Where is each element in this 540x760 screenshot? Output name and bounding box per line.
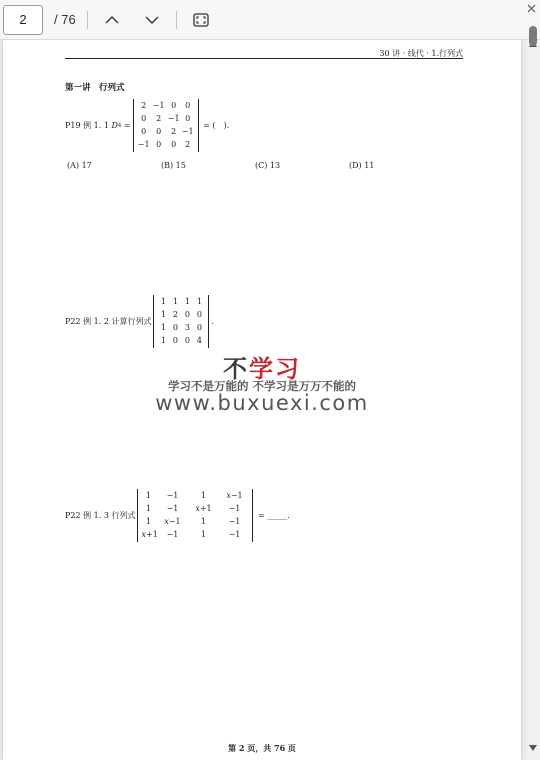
matrix-cell: 0 [184,310,191,319]
running-head: 30 讲 · 线代 · 1.行列式 [379,49,463,58]
header-rule [65,58,463,59]
matrix-cell: 4 [196,336,203,345]
watermark-slogan: 学习不是万能的 不学习是万万不能的 [167,379,356,393]
matrix-cell: 1 [160,310,167,319]
watermark-url: www.buxuexi.com [155,391,369,415]
problem-tail: . [211,317,215,326]
page-total-label: / 76 [54,12,76,27]
matrix-cell: −1 [167,114,180,123]
matrix-cell: −1 [228,504,241,513]
matrix-cell: 0 [172,336,179,345]
matrix-cell: 1 [160,323,167,332]
matrix-cell: 0 [171,140,177,149]
matrix-cell: 0 [156,127,162,136]
watermark-logo: 不学习 [223,355,301,383]
choice-a: (A) 17 [67,161,92,170]
choice-c: (C) 13 [255,161,281,170]
matrix-cell: 0 [185,101,191,110]
matrix-cell: −1 [166,530,179,539]
matrix-cell: −1 [166,504,179,513]
matrix-cell: x+1 [141,530,158,539]
choice-d: (D) 11 [349,161,375,170]
problem-tail: = _____. [255,511,290,520]
choice-b: (B) 15 [161,161,186,170]
matrix-cell: 1 [200,517,207,526]
matrix-cell: −1 [228,517,241,526]
matrix-cell: x+1 [195,504,212,513]
matrix-cell: 2 [171,127,177,136]
matrix-cell: 1 [184,297,191,306]
matrix-cell: 0 [172,323,179,332]
matrix-cell: 1 [145,517,152,526]
matrix-cell: −1 [137,140,150,149]
scroll-down-button[interactable] [529,744,537,752]
matrix-cell: 1 [200,530,207,539]
fit-to-page-icon [193,13,209,27]
matrix-cell: 1 [160,336,167,345]
matrix-cell: 0 [185,114,191,123]
document-viewer[interactable] [0,40,526,760]
pdf-page [3,40,521,760]
toolbar-divider [87,11,88,29]
matrix-cell: x−1 [226,491,243,500]
det-subscript: 4 [117,122,122,129]
chapter-title: 第一讲 行列式 [65,83,125,93]
problem-2 [65,295,214,348]
matrix-cell: 2 [185,140,191,149]
next-page-button[interactable] [139,8,165,32]
matrix-cell: 0 [171,101,177,110]
problem-tail: = ( ). [200,121,230,130]
matrix-cell: 1 [160,297,167,306]
matrix-cell: 3 [184,323,191,332]
matrix-cell: −1 [152,101,165,110]
matrix-cell: −1 [166,491,179,500]
determinant [133,99,199,152]
fit-page-button[interactable] [188,8,214,32]
matrix-cell: 0 [196,323,203,332]
page-number-input[interactable]: 2 [3,5,43,35]
matrix-cell: 1 [145,504,152,513]
problem-label: P22 例 1. 3 行列式 [65,511,136,520]
matrix-cell: 1 [196,297,203,306]
scroll-thumb[interactable] [529,26,537,46]
determinant [153,295,209,348]
problem-label: P19 例 1. 1 [65,121,112,130]
matrix-cell: 1 [172,297,179,306]
matrix-cell: 1 [200,491,207,500]
matrix-cell: 1 [145,491,152,500]
matrix-cell: x−1 [164,517,181,526]
matrix-cell: 0 [141,127,147,136]
close-icon [527,4,536,13]
matrix-cell: −1 [228,530,241,539]
matrix-cell: 0 [184,336,191,345]
problem-1 [65,99,229,152]
page-footer: 第 2 页，共 76 页 [228,743,296,753]
det-symbol: D [111,121,118,130]
matrix-cell: 2 [172,310,179,319]
problem-3 [65,489,290,542]
chevron-down-icon [145,15,159,25]
equals-sign: = [121,121,131,130]
pdf-toolbar [0,0,540,40]
problem-label: P22 例 1. 2 计算行列式 [65,317,152,326]
chevron-up-icon [105,15,119,25]
matrix-cell: −1 [181,127,194,136]
matrix-cell: 2 [156,114,162,123]
previous-page-button[interactable] [99,8,125,32]
matrix-cell: 0 [196,310,203,319]
close-button[interactable] [523,0,539,16]
scroll-down-arrow-icon [529,745,537,751]
determinant [137,489,253,542]
matrix-cell: 0 [141,114,147,123]
toolbar-divider [176,11,177,29]
vertical-scrollbar[interactable] [526,40,540,760]
matrix-cell: 2 [141,101,147,110]
matrix-cell: 0 [156,140,162,149]
